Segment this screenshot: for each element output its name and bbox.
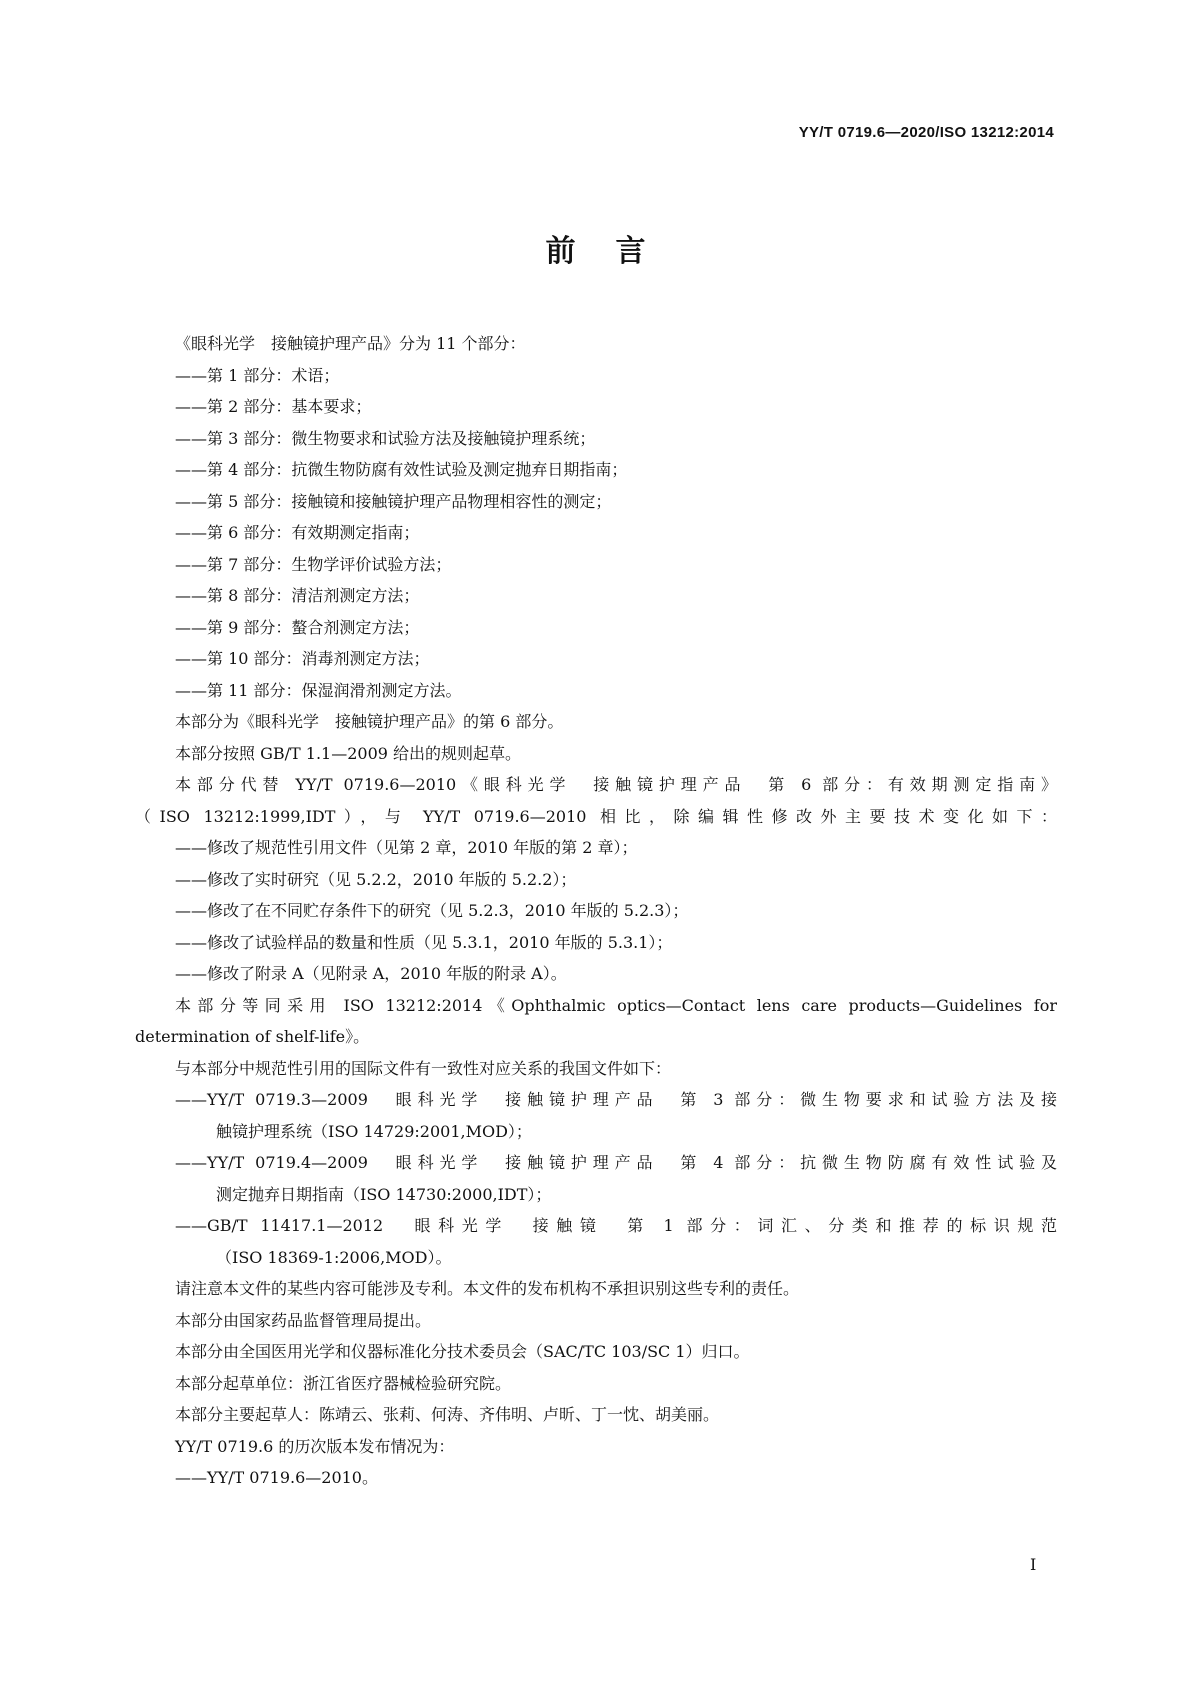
paragraph-line: （ISO 13212:1999,IDT），与 YY/T 0719.6—2010 相比，除编辑性修改外主要技术变化如下： xyxy=(135,806,1057,826)
list-item: ——修改了实时研究（见 5.2.2，2010 年版的 5.2.2）； xyxy=(175,869,577,889)
paragraph-line: YY/T 0719.6 的历次版本发布情况为： xyxy=(175,1436,455,1456)
list-item: ——第 6 部分：有效期测定指南； xyxy=(175,523,420,542)
list-item: ——修改了试验样品的数量和性质（见 5.3.1，2010 年版的 5.3.1）； xyxy=(175,932,673,952)
list-item: ——修改了在不同贮存条件下的研究（见 5.2.3，2010 年版的 5.2.3）； xyxy=(175,901,689,920)
list-item: ——第 8 部分：清洁剂测定方法； xyxy=(175,586,420,605)
paragraph-line: 《眼科光学 接触镜护理产品》分为 11 个部分： xyxy=(175,334,526,353)
list-item: ——YY/T 0719.4—2009 眼科光学 接触镜护理产品 第 4 部分：抗微生物防腐有效性试验及 xyxy=(175,1153,1057,1172)
paragraph-line: 测定抛弃日期指南（ISO 14730:2000,IDT）； xyxy=(216,1184,552,1204)
paragraph-line: 请注意本文件的某些内容可能涉及专利。本文件的发布机构不承担识别这些专利的责任。 xyxy=(175,1279,800,1298)
list-item: ——第 11 部分：保湿润滑剂测定方法。 xyxy=(175,680,462,700)
list-item: ——第 10 部分：消毒剂测定方法； xyxy=(175,649,430,668)
standard-code: YY/T 0719.6—2020/ISO 13212:2014 xyxy=(798,124,1054,141)
list-item: ——第 5 部分：接触镜和接触镜护理产品物理相容性的测定； xyxy=(175,491,612,511)
page-title: 前言 xyxy=(545,234,686,269)
paragraph-line: 本部分为《眼科光学 接触镜护理产品》的第 6 部分。 xyxy=(175,712,564,731)
list-item: ——修改了规范性引用文件（见第 2 章，2010 年版的第 2 章）； xyxy=(175,838,638,857)
paragraph-line: 本部分起草单位：浙江省医疗器械检验研究院。 xyxy=(175,1373,512,1393)
paragraph-line: 本部分按照 GB/T 1.1—2009 给出的规则起草。 xyxy=(175,743,522,763)
paragraph-line: （ISO 18369-1:2006,MOD）。 xyxy=(216,1247,452,1267)
list-item: ——GB/T 11417.1—2012 眼科光学 接触镜 第 1 部分：词汇、分类和推荐的标识规范 xyxy=(175,1216,1057,1235)
list-item: ——YY/T 0719.3—2009 眼科光学 接触镜护理产品 第 3 部分：微生物要求和试验方法及接 xyxy=(175,1090,1057,1109)
list-item: ——第 4 部分：抗微生物防腐有效性试验及测定抛弃日期指南； xyxy=(175,460,628,479)
paragraph-line: 本部分由全国医用光学和仪器标准化分技术委员会（SAC/TC 103/SC 1）归口。 xyxy=(175,1342,750,1361)
list-item: ——第 3 部分：微生物要求和试验方法及接触镜护理系统； xyxy=(175,428,596,448)
paragraph-line: determination of shelf-life》。 xyxy=(135,1027,370,1046)
list-item: ——第 9 部分：螯合剂测定方法； xyxy=(175,617,420,637)
list-item: ——YY/T 0719.6—2010。 xyxy=(175,1468,378,1487)
paragraph-line: 本部分主要起草人：陈靖云、张莉、何涛、齐伟明、卢昕、丁一忱、胡美丽。 xyxy=(175,1405,720,1424)
paragraph-line: 本部分等同采用 ISO 13212:2014《Ophthalmic optics—Contact lens care products—Guidelines for xyxy=(175,995,1057,1015)
list-item: ——第 2 部分：基本要求； xyxy=(175,397,372,416)
list-item: ——第 1 部分：术语； xyxy=(175,365,340,385)
page-number: I xyxy=(1030,1555,1037,1574)
paragraph-line: 触镜护理系统（ISO 14729:2001,MOD）； xyxy=(216,1121,532,1141)
list-item: ——修改了附录 A（见附录 A，2010 年版的附录 A）。 xyxy=(175,964,567,983)
list-item: ——第 7 部分：生物学评价试验方法； xyxy=(175,554,452,574)
paragraph-line: 本部分代替 YY/T 0719.6—2010《眼科光学 接触镜护理产品 第 6 部分：有效期测定指南》 xyxy=(175,775,1057,794)
document-body xyxy=(135,328,1057,1494)
paragraph-line: 与本部分中规范性引用的国际文件有一致性对应关系的我国文件如下： xyxy=(175,1058,672,1078)
paragraph-line: 本部分由国家药品监督管理局提出。 xyxy=(175,1310,432,1330)
